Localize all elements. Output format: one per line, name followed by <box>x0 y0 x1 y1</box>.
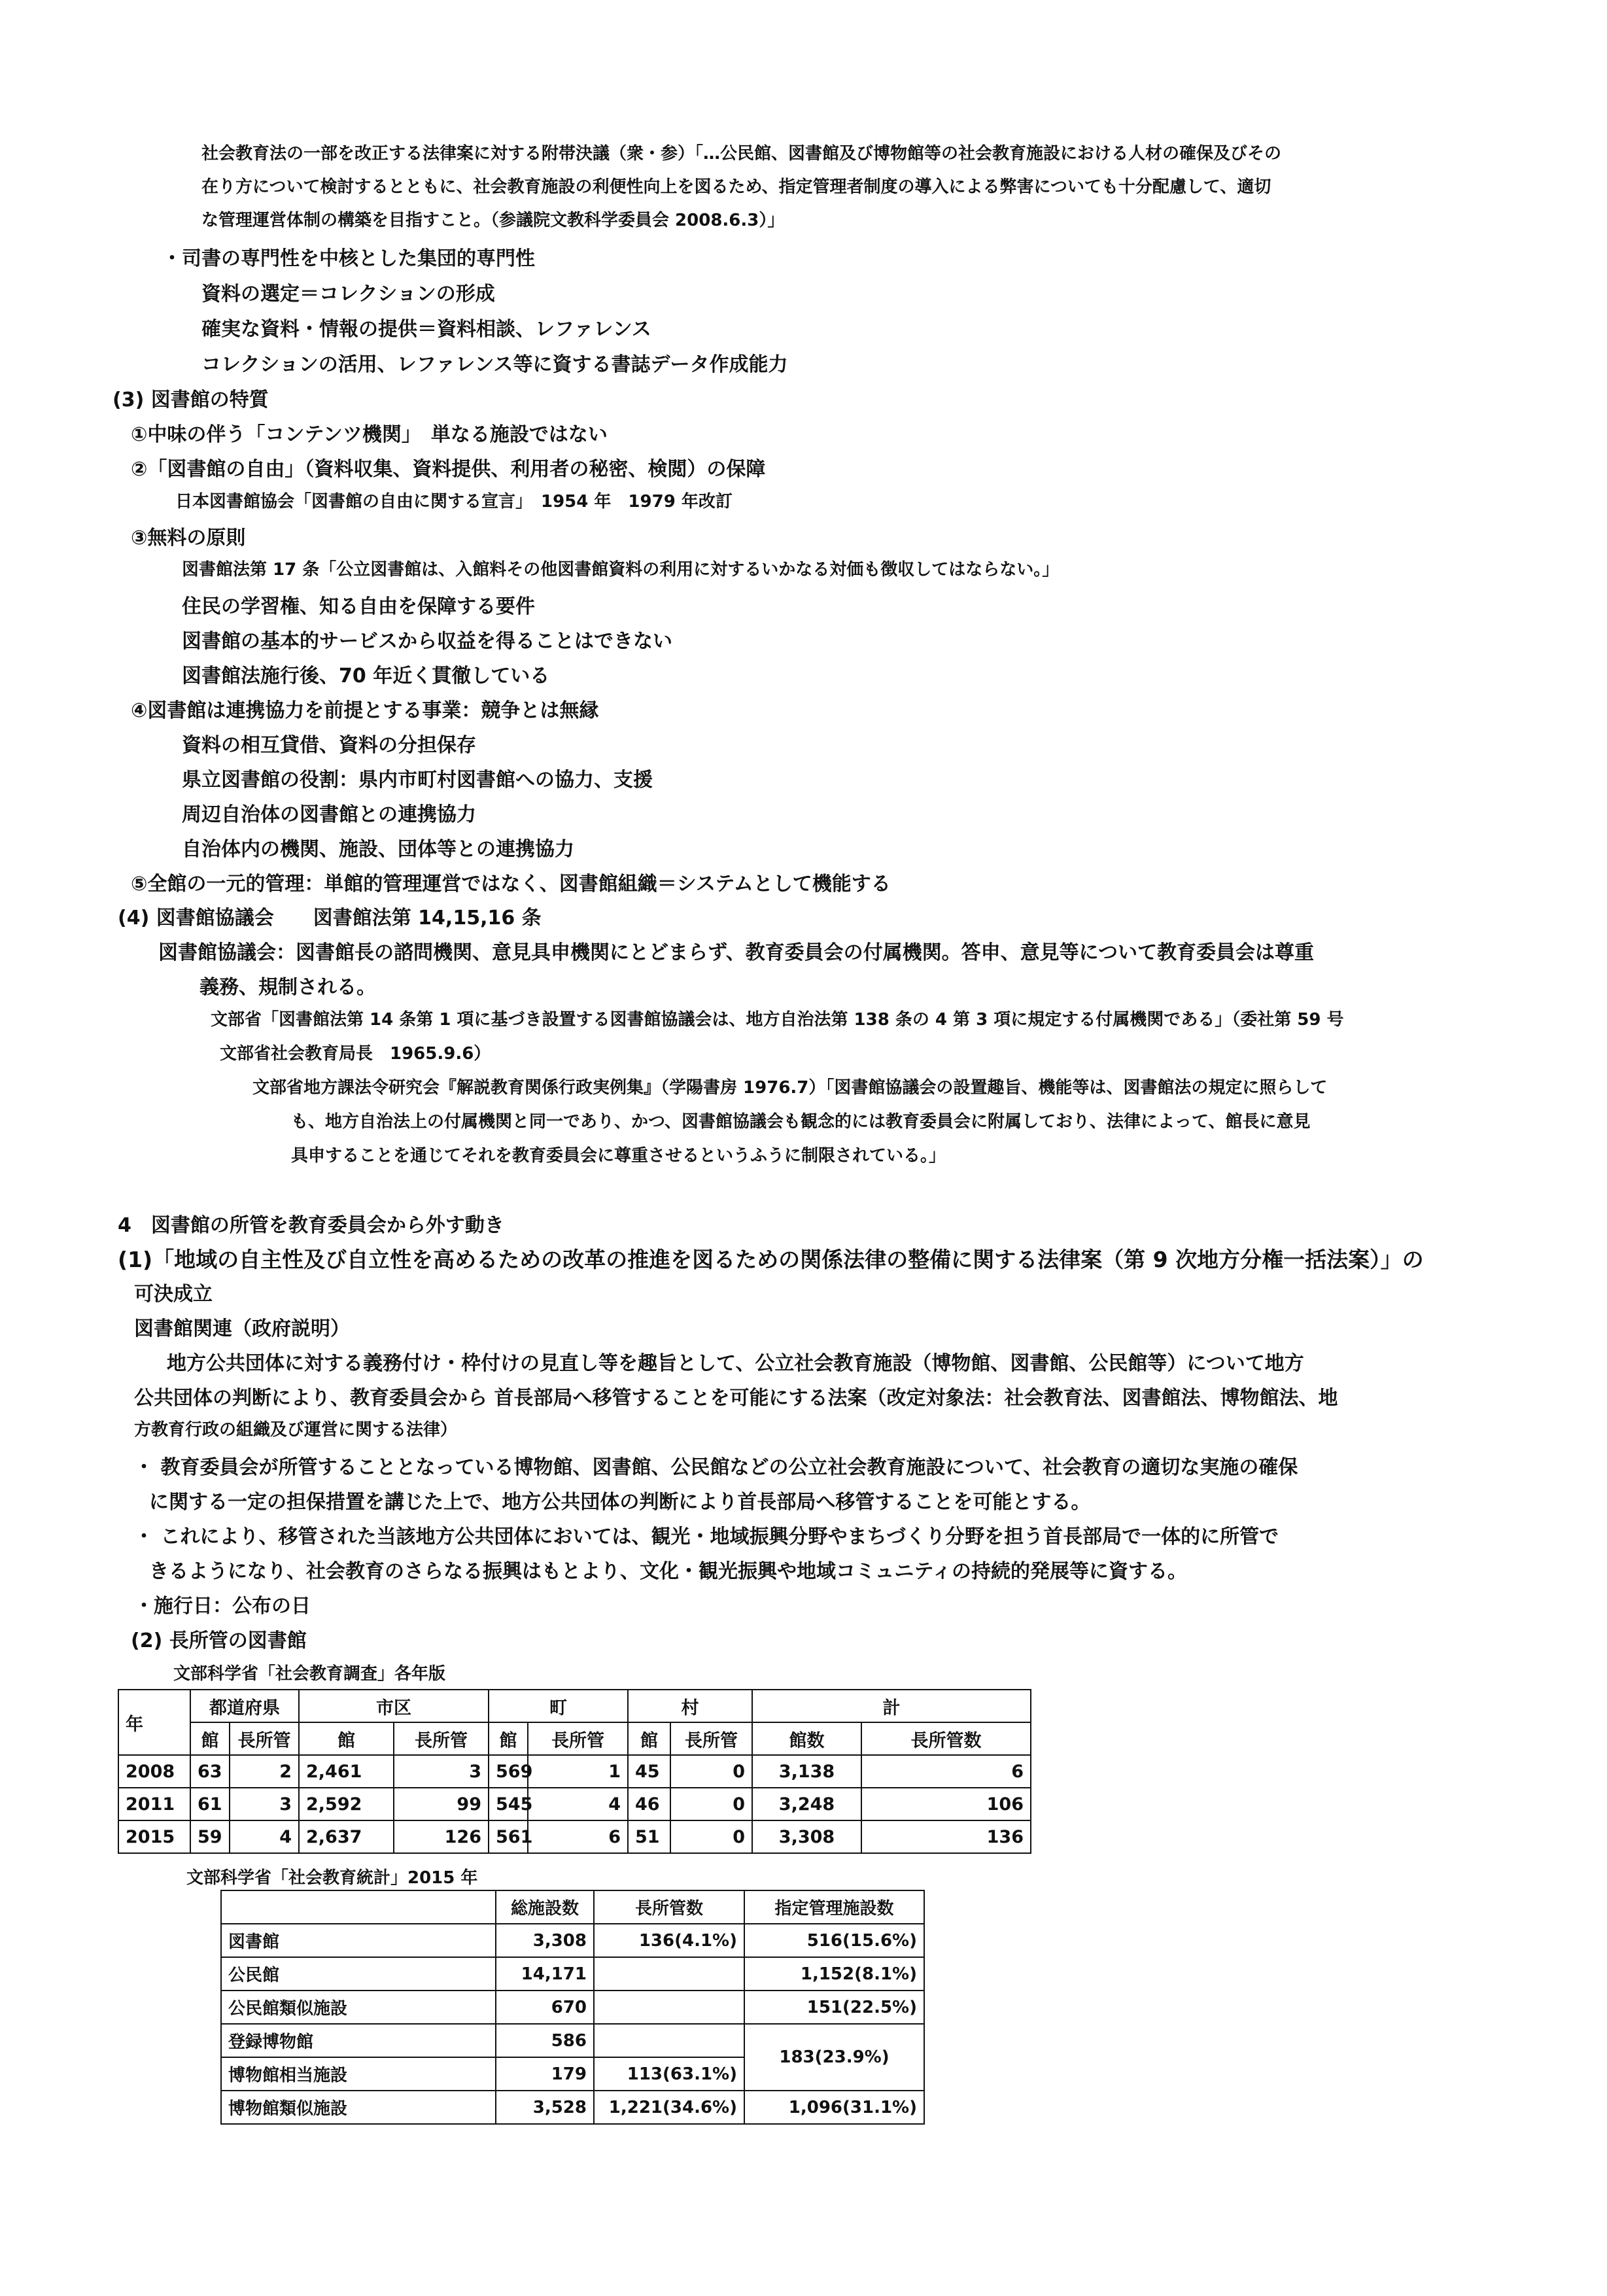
table-cell: 151(22.5%) <box>744 1991 924 2024</box>
table-cell: 3,138 <box>752 1755 861 1788</box>
table-cell: 2008 <box>118 1755 190 1788</box>
table-header-cell: 村 <box>628 1690 752 1722</box>
text-line: 周辺自治体の図書館との連携協力 <box>182 803 476 826</box>
table-cell: 516(15.6%) <box>744 1924 924 1957</box>
table-cell: 2 <box>230 1755 299 1788</box>
table-header-cell: 長所管数 <box>594 1890 744 1924</box>
text-line: 公共団体の判断により、教育委員会から 首長部局へ移管することを可能にする法案（改定対象法：社会教育法、図書館法、博物館法、地 <box>134 1387 1338 1410</box>
table-cell: 670 <box>496 1991 594 2024</box>
facilities-2015-table <box>220 1890 925 2125</box>
table-cell: 1,096(31.1%) <box>744 2091 924 2124</box>
table-cell: 46 <box>628 1788 670 1820</box>
table-header-cell: 長所管 <box>528 1722 628 1755</box>
table-cell: 2,637 <box>299 1820 394 1853</box>
table-header-cell: 館 <box>489 1722 528 1755</box>
text-line: 図書館関連（政府説明） <box>134 1317 350 1340</box>
text-line: 確実な資料・情報の提供＝資料相談、レファレンス <box>201 318 651 341</box>
table-header-cell: 市区 <box>299 1690 489 1722</box>
text-line: きるようになり、社会教育のさらなる振興はもとより、文化・観光振興や地域コミュニティの持続的発展等に資する。 <box>149 1560 1187 1583</box>
text-line: 図書館法第 17 条「公立図書館は、入館料その他図書館資料の利用に対するいかなる対価も徴収してはならない。」 <box>182 560 1060 580</box>
table-cell <box>594 1957 744 1991</box>
table-cell: 4 <box>230 1820 299 1853</box>
table-header-cell: 町 <box>489 1690 628 1722</box>
table-cell: 45 <box>628 1755 670 1788</box>
table-cell: 3,308 <box>496 1924 594 1957</box>
text-line: に関する一定の担保措置を講じた上で、地方公共団体の判断により首長部局へ移管することを可能とする。 <box>149 1491 1091 1514</box>
table-cell: 569 <box>489 1755 528 1788</box>
table-header-cell: 長所管 <box>394 1722 489 1755</box>
table-header-row <box>221 1890 924 1924</box>
table-cell: 179 <box>496 2057 594 2091</box>
table-row <box>221 1924 924 1957</box>
text-line: 資料の選定＝コレクションの形成 <box>201 283 495 305</box>
table-header-cell <box>221 1890 496 1924</box>
table-header-cell: 長所管 <box>230 1722 299 1755</box>
text-line: ③無料の原則 <box>131 527 246 549</box>
table-header-cell: 指定管理施設数 <box>744 1890 924 1924</box>
text-line: ④図書館は連携協力を前提とする事業：競争とは無縁 <box>131 699 599 722</box>
table-header-cell: 長所管数 <box>861 1722 1031 1755</box>
table-header-cell: 長所管 <box>670 1722 752 1755</box>
table-caption: 文部科学省「社会教育調査」各年版 <box>173 1664 446 1684</box>
table-header-cell: 館 <box>299 1722 394 1755</box>
table-cell: 1,221(34.6%) <box>594 2091 744 2124</box>
text-line: ・施行日：公布の日 <box>134 1595 311 1618</box>
table-cell: 561 <box>489 1820 528 1853</box>
table-cell: 6 <box>528 1820 628 1853</box>
table-cell: 図書館 <box>221 1924 496 1957</box>
section-heading: (3) 図書館の特質 <box>112 389 269 411</box>
text-line: ・司書の専門性を中核とした集団的専門性 <box>162 247 535 270</box>
text-line: 在り方について検討するとともに、社会教育施設の利便性向上を図るため、指定管理者制度の導入による弊害についても十分配慮して、適切 <box>201 177 1271 197</box>
table-cell: 59 <box>190 1820 230 1853</box>
text-line: 自治体内の機関、施設、団体等との連携協力 <box>182 838 574 861</box>
text-line: ⑤全館の一元的管理：単館的管理運営ではなく、図書館組織＝システムとして機能する <box>131 873 891 896</box>
table-cell: 136(4.1%) <box>594 1924 744 1957</box>
section-heading: (4) 図書館協議会 図書館法第 14,15,16 条 <box>118 907 542 930</box>
table-cell: 61 <box>190 1788 230 1820</box>
table-cell: 3,248 <box>752 1788 861 1820</box>
table-cell: 0 <box>670 1788 752 1820</box>
table-row <box>221 2024 924 2057</box>
table-row <box>118 1755 1031 1788</box>
text-line: コレクションの活用、レファレンス等に資する書誌データ作成能力 <box>201 353 788 376</box>
text-line: ・ 教育委員会が所管することとなっている博物館、図書館、公民館などの公立社会教育施設について、社会教育の適切な実施の確保 <box>134 1456 1298 1479</box>
table-merged-cell: 183(23.9%) <box>744 2024 924 2091</box>
text-line: 文部省社会教育局長 1965.9.6） <box>220 1044 491 1064</box>
text-line: 方教育行政の組織及び運営に関する法律） <box>134 1420 458 1440</box>
table-cell: 14,171 <box>496 1957 594 1991</box>
table-cell: 586 <box>496 2024 594 2057</box>
text-line: ②「図書館の自由」（資料収集、資料提供、利用者の秘密、検閲）の保障 <box>131 458 766 481</box>
table-cell <box>594 2024 744 2057</box>
table-cell: 博物館相当施設 <box>221 2057 496 2091</box>
text-line: 資料の相互貸借、資料の分担保存 <box>182 734 476 757</box>
table-cell: 2,461 <box>299 1755 394 1788</box>
table-cell: 1,152(8.1%) <box>744 1957 924 1991</box>
text-line: 図書館法施行後、70 年近く貫徹している <box>182 665 550 687</box>
table-cell <box>594 1991 744 2024</box>
table-header-cell: 総施設数 <box>496 1890 594 1924</box>
table-row <box>221 1957 924 1991</box>
text-line: 文部省地方課法令研究会『解説教育関係行政実例集』（学陽書房 1976.7）「図書館協議会の設置趣旨、機能等は、図書館法の規定に照らして <box>252 1078 1328 1098</box>
text-line: な管理運営体制の構築を目指すこと。（参議院文教科学委員会 2008.6.3）」 <box>201 211 785 230</box>
table-cell: 登録博物館 <box>221 2024 496 2057</box>
table-cell: 2,592 <box>299 1788 394 1820</box>
table-cell: 3,308 <box>752 1820 861 1853</box>
table-row <box>221 2091 924 2124</box>
table-cell: 4 <box>528 1788 628 1820</box>
table-header-cell: 館 <box>190 1722 230 1755</box>
table-header-cell: 年 <box>118 1690 190 1755</box>
text-line: 具申することを通じてそれを教育委員会に尊重させるというふうに制限されている。」 <box>291 1146 946 1166</box>
table-row <box>221 1991 924 2024</box>
table-header-cell: 計 <box>752 1690 1031 1722</box>
table-cell: 126 <box>394 1820 489 1853</box>
table-cell: 0 <box>670 1820 752 1853</box>
table-caption: 文部科学省「社会教育統計」2015 年 <box>186 1868 478 1888</box>
table-cell: 51 <box>628 1820 670 1853</box>
table-subheader-row <box>118 1722 1031 1755</box>
section-heading: (2) 長所管の図書館 <box>131 1629 307 1652</box>
text-line: ・ これにより、移管された当該地方公共団体においては、観光・地域振興分野やまちづくり分野を担う首長部局で一体的に所管で <box>134 1525 1279 1548</box>
text-line: ①中味の伴う「コンテンツ機関」 単なる施設ではない <box>131 423 608 446</box>
table-cell: 0 <box>670 1755 752 1788</box>
table-header-row <box>118 1690 1031 1722</box>
table-cell: 1 <box>528 1755 628 1788</box>
table-header-cell: 都道府県 <box>190 1690 299 1722</box>
text-line: 図書館の基本的サービスから収益を得ることはできない <box>182 630 672 653</box>
table-cell: 3 <box>394 1755 489 1788</box>
table-row <box>118 1820 1031 1853</box>
table-cell: 106 <box>861 1788 1031 1820</box>
table-cell: 博物館類似施設 <box>221 2091 496 2124</box>
table-cell: 63 <box>190 1755 230 1788</box>
table-cell: 2011 <box>118 1788 190 1820</box>
table-cell: 3,528 <box>496 2091 594 2124</box>
section-heading: 4 図書館の所管を教育委員会から外す動き <box>118 1214 504 1237</box>
table-cell: 3 <box>230 1788 299 1820</box>
text-line: 県立図書館の役割：県内市町村図書館への協力、支援 <box>182 769 653 791</box>
text-line: 住民の学習権、知る自由を保障する要件 <box>182 595 535 618</box>
table-header-cell: 館 <box>628 1722 670 1755</box>
table-row <box>118 1788 1031 1820</box>
table-cell: 6 <box>861 1755 1031 1788</box>
table-cell: 公民館類似施設 <box>221 1991 496 2024</box>
table-cell: 2015 <box>118 1820 190 1853</box>
libraries-by-year-table <box>118 1689 1031 1854</box>
text-line: (1)「地域の自主性及び自立性を高めるための改革の推進を図るための関係法律の整備に関する法律案（第 9 次地方分権一括法案）」の <box>118 1247 1424 1272</box>
text-line: 義務、規制される。 <box>199 976 376 999</box>
text-line: 日本図書館協会「図書館の自由に関する宣言」 1954 年 1979 年改訂 <box>175 492 733 512</box>
table-header-cell: 館数 <box>752 1722 861 1755</box>
text-line: 社会教育法の一部を改正する法律案に対する附帯決議（衆・参）「…公民館、図書館及び博物館等の社会教育施設における人材の確保及びその <box>201 144 1282 164</box>
text-line: 文部省「図書館法第 14 条第 1 項に基づき設置する図書館協議会は、地方自治法第 138 条の 4 第 3 項に規定する付属機関である」（委社第 59 号 <box>211 1010 1344 1030</box>
text-line: も、地方自治法上の付属機関と同一であり、かつ、図書館協議会も観念的には教育委員会に附属しており、法律によって、館長に意見 <box>291 1112 1311 1132</box>
table-cell: 99 <box>394 1788 489 1820</box>
table-cell: 545 <box>489 1788 528 1820</box>
text-line: 図書館協議会：図書館長の諮問機関、意見具申機関にとどまらず、教育委員会の付属機関。答申、意見等について教育委員会は尊重 <box>158 941 1314 964</box>
text-line: 地方公共団体に対する義務付け・枠付けの見直し等を趣旨として、公立社会教育施設（博物館、図書館、公民館等）について地方 <box>167 1352 1304 1375</box>
table-cell: 113(63.1%) <box>594 2057 744 2091</box>
table-cell: 136 <box>861 1820 1031 1853</box>
text-line: 可決成立 <box>134 1283 213 1306</box>
table-cell: 公民館 <box>221 1957 496 1991</box>
